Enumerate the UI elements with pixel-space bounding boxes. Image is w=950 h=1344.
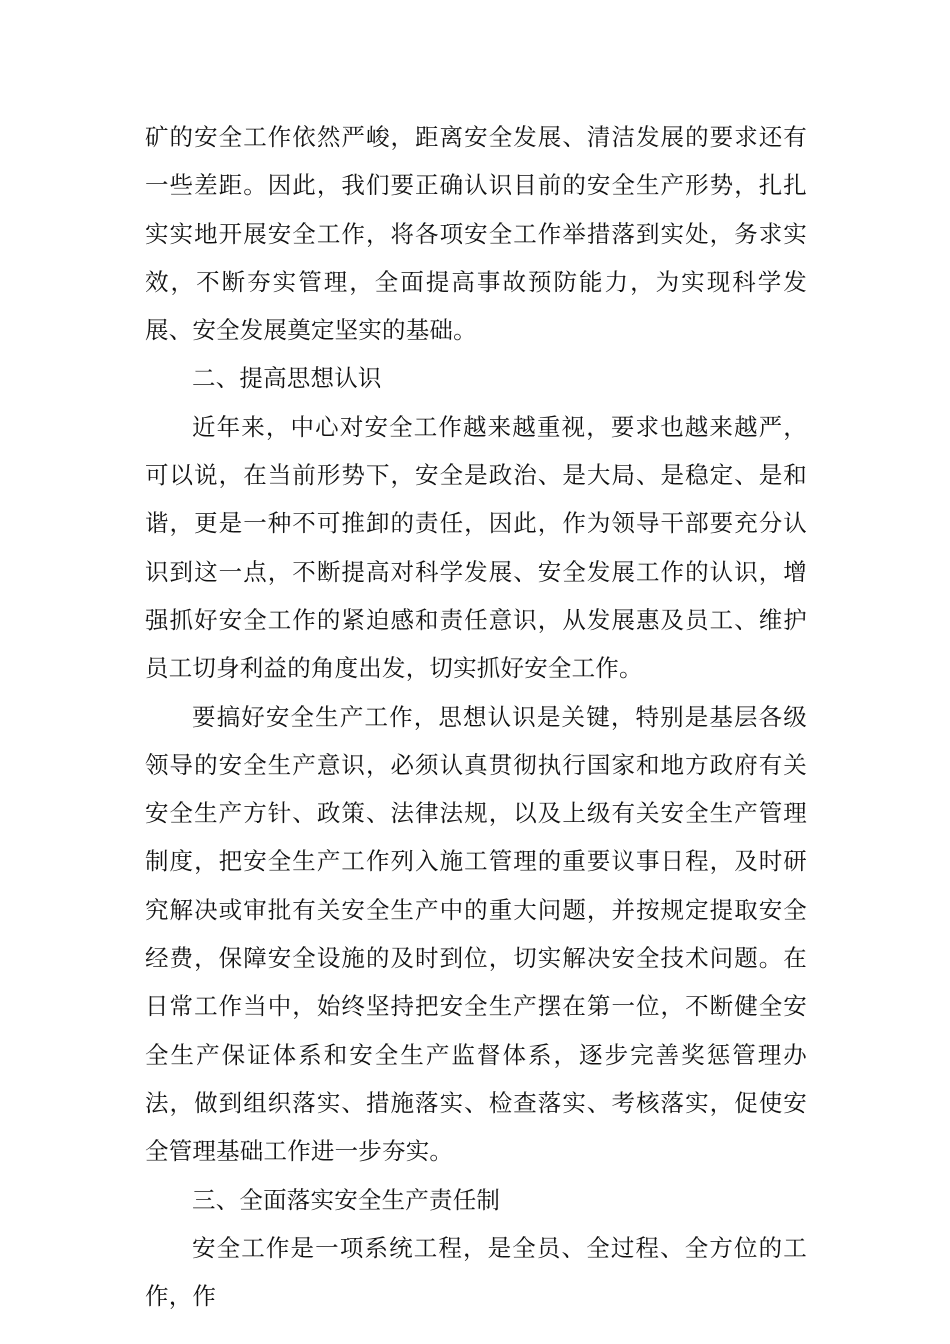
- paragraph-continuation: 矿的安全工作依然严峻，距离安全发展、清洁发展的要求还有一些差距。因此，我们要正确认识目前的安全生产形势，扎扎实实地开展安全工作，将各项安全工作举措落到实处，务求实效，不断夯实管理，全面提高事故预防能力，为实现科学发展、安全发展奠定坚实的基础。: [145, 123, 807, 345]
- paragraph: 要搞好安全生产工作，思想认识是关键，特别是基层各级领导的安全生产意识，必须认真贯彻执行国家和地方政府有关安全生产方针、政策、法律法规，以及上级有关安全生产管理制度，把安全生产工作列入施工管理的重要议事日程，及时研究解决或审批有关安全生产中的重大问题，并按规定提取安全经费，保障安全设施的及时到位，切实解决安全技术问题。在日常工作当中，始终坚持把安全生产摆在第一位，不断健全安全生产保证体系和安全生产监督体系，逐步完善奖惩管理办法，做到组织落实、措施落实、检查落实、考核落实，促使安全管理基础工作进一步夯实。: [145, 702, 807, 1166]
- document-body: [145, 113, 807, 1320]
- section-heading-2: 二、提高思想认识: [192, 364, 382, 393]
- section-heading-3: 三、全面落实安全生产责任制: [192, 1185, 501, 1214]
- paragraph: 安全工作是一项系统工程，是全员、全过程、全方位的工作，作: [145, 1233, 807, 1311]
- paragraph: 近年来，中心对安全工作越来越重视，要求也越来越严，可以说，在当前形势下，安全是政治、是大局、是稳定、是和谐，更是一种不可推卸的责任，因此，作为领导干部要充分认识到这一点，不断提高对科学发展、安全发展工作的认识，增强抓好安全工作的紧迫感和责任意识，从发展惠及员工、维护员工切身利益的角度出发，切实抓好安全工作。: [145, 412, 807, 683]
